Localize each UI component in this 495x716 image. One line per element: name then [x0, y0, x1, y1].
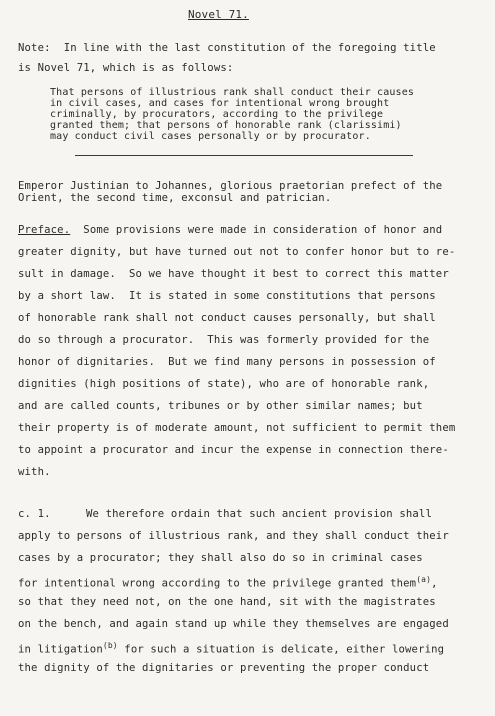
- section-1-first-line: We therefore ordain that such ancient provision shall: [86, 508, 432, 520]
- preface-line: dignities (high positions of state), who are of honorable rank,: [18, 378, 430, 390]
- quote-line-4: granted them; that persons of honorable rank (clarissimi): [50, 120, 402, 131]
- preface-line: do so through a procurator. This was formerly provided for the: [18, 334, 430, 346]
- quote-line-5: may conduct civil cases personally or by procurator.: [50, 131, 371, 142]
- footnote-a-marker: (a): [416, 575, 432, 584]
- preface-line: with.: [18, 466, 51, 478]
- section-1-line: cases by a procurator; they shall also do so in criminal cases: [18, 552, 423, 564]
- preface-label: Preface.: [18, 224, 71, 236]
- preface-line: honor of dignitaries. But we find many persons in possession of: [18, 356, 436, 368]
- note-line-2: is Novel 71, which is as follows:: [18, 62, 234, 74]
- preface-line: their property is of moderate amount, not sufficient to permit them: [18, 422, 456, 434]
- quote-line-3: criminally, by procurators, according to the privilege: [50, 109, 384, 120]
- page-title: Novel 71.: [188, 8, 249, 21]
- address-line-1: Emperor Justinian to Johannes, glorious praetorian prefect of the: [18, 180, 443, 192]
- preface-first-line: [18, 224, 442, 236]
- footnote-a-text: for intentional wrong according to the privilege granted them: [18, 577, 417, 590]
- preface-line: and are called counts, tribunes or by other similar names; but: [18, 400, 423, 412]
- address-line-2: Orient, the second time, exconsul and patrician.: [18, 192, 332, 204]
- section-1-line-footnote-a: [18, 574, 438, 590]
- section-1-line: on the bench, and again stand up while they themselves are engaged: [18, 618, 449, 630]
- footnote-b-text: in litigation: [18, 643, 103, 656]
- preface-line: by a short law. It is stated in some constitutions that persons: [18, 290, 436, 302]
- preface-first-line-text: Some provisions were made in consideration of honor and: [70, 224, 443, 236]
- note-line-1: Note: In line with the last constitution of the foregoing title: [18, 42, 436, 54]
- footnote-b-marker: (b): [102, 641, 118, 650]
- divider-rule: [75, 155, 413, 156]
- section-1-line: apply to persons of illustrious rank, and they shall conduct their: [18, 530, 449, 542]
- preface-line: to appoint a procurator and incur the expense in connection there-: [18, 444, 449, 456]
- preface-line: greater dignity, but have turned out not to confer honor but to re-: [18, 246, 456, 258]
- section-1-line: so that they need not, on the one hand, sit with the magistrates: [18, 596, 436, 608]
- footnote-b-trailing: for such a situation is delicate, either lowering: [117, 643, 445, 656]
- section-1-label: c. 1.: [18, 508, 51, 520]
- section-1-last-line: the dignity of the dignitaries or preventing the proper conduct: [18, 662, 430, 674]
- preface-line: of honorable rank shall not conduct causes personally, but shall: [18, 312, 436, 324]
- quote-line-2: in civil cases, and cases for intentional wrong brought: [50, 98, 390, 109]
- footnote-a-trailing: ,: [431, 577, 438, 590]
- preface-line: sult in damage. So we have thought it best to correct this matter: [18, 268, 449, 280]
- quote-line-1: That persons of illustrious rank shall conduct their causes: [50, 87, 415, 98]
- section-1-line-footnote-b: [18, 640, 444, 656]
